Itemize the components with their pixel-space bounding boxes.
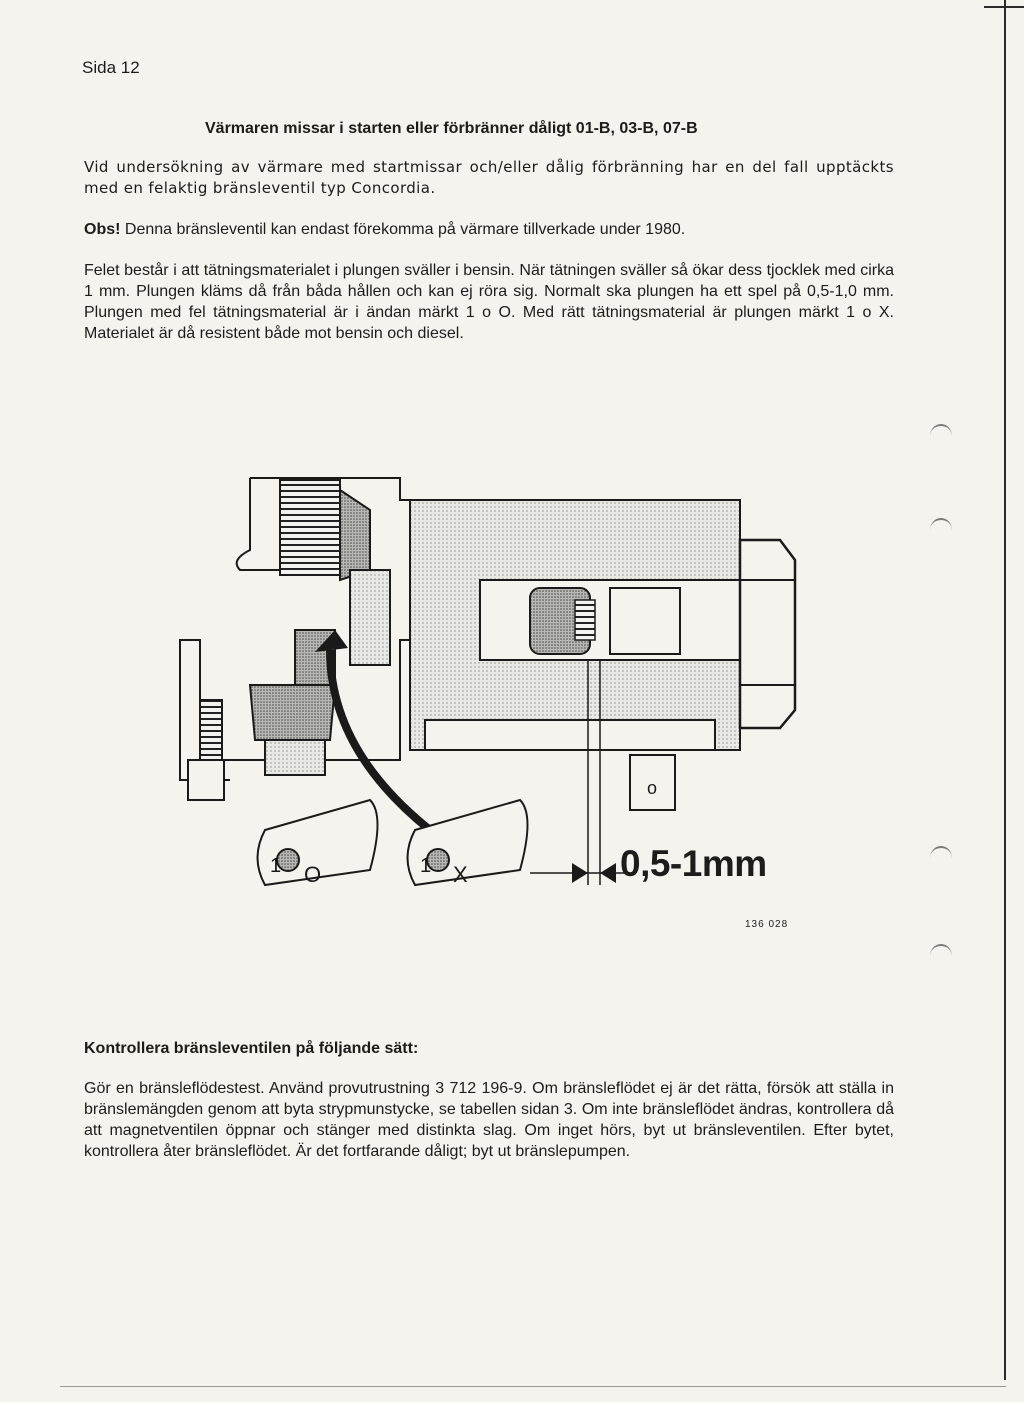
solenoid-base xyxy=(425,720,715,750)
core-tube xyxy=(610,588,680,654)
terminal-label: o xyxy=(647,778,658,798)
fault-description-paragraph: Felet består i att tätningsmaterialet i plungen sväller i bensin. När tätningen sväller så ökar dess tjocklek med cirka 1 mm. Plungen kläms då från båda hållen och kan ej röra sig. Normalt ska plungen ha ett spel på 0,5-1,0 mm. Plungen med fel tätningsmaterial är i ändan märkt 1 o O. Med rätt tätningsmaterial är plungen märkt 1 o X. Materialet är då resistent både mot bensin och diesel. xyxy=(84,262,894,342)
section-heading-fault: Värmaren missar i starten eller förbränner dåligt 01-B, 03-B, 07-B xyxy=(205,120,698,137)
check-instructions-paragraph: Gör en bränsleflödestest. Använd provutrustning 3 712 196-9. Om bränsleflödet ej är det rätta, försök att ställa in bränslemängden genom att byta strypmunstycke, se tabellen sidan 3. Om inte bränsleflödet ändras, kontrollera då att magnetventilen öppnar och stänger med distinkta slag. Om inget hörs, byt ut bränsleventilen. Efter bytet, kontrollera åter bränsleflödet. Är det fortfarande dåligt; byt ut bränslepumpen. xyxy=(84,1080,894,1160)
dimension-arrow-right xyxy=(600,863,616,883)
punch-hole-mark xyxy=(930,424,952,448)
obs-text: Denna bränsleventil kan endast förekomma på värmare tillverkade under 1980. xyxy=(120,221,686,238)
screw-thread xyxy=(200,700,222,760)
inlet-thread-fitting xyxy=(280,480,340,575)
plunger-right-digit: 1 xyxy=(420,855,432,877)
page-edge-right xyxy=(1004,0,1006,1380)
obs-paragraph xyxy=(84,219,894,240)
plunger-spring xyxy=(575,600,595,640)
lower-outlet xyxy=(265,740,325,775)
obs-label: Obs! xyxy=(84,221,121,238)
plunger-wrong-digit: 1 xyxy=(270,855,282,877)
page-edge-bottom xyxy=(60,1386,1006,1387)
nozzle-cone xyxy=(250,685,335,740)
figure-code: 136 028 xyxy=(745,919,789,930)
page-number: Sida 12 xyxy=(82,58,140,77)
hex-nut xyxy=(740,540,795,728)
punch-hole-mark xyxy=(930,846,952,870)
dimension-arrow-left xyxy=(572,863,588,883)
plunger-wrong-letter: O xyxy=(304,862,322,887)
punch-hole-mark xyxy=(930,518,952,542)
clearance-dimension-label: 0,5-1mm xyxy=(620,843,767,884)
plunger-right-letter: X xyxy=(453,862,468,887)
intro-paragraph: Vid undersökning av värmare med startmissar och/eller dålig förbränning har en del fall upptäckts med en felaktig bränsleventil typ Concordia. xyxy=(84,158,894,197)
section-heading-check: Kontrollera bränsleventilen på följande sätt: xyxy=(84,1040,419,1057)
seal-plate xyxy=(350,570,390,665)
screw-head xyxy=(188,760,224,800)
punch-hole-mark xyxy=(930,944,952,968)
